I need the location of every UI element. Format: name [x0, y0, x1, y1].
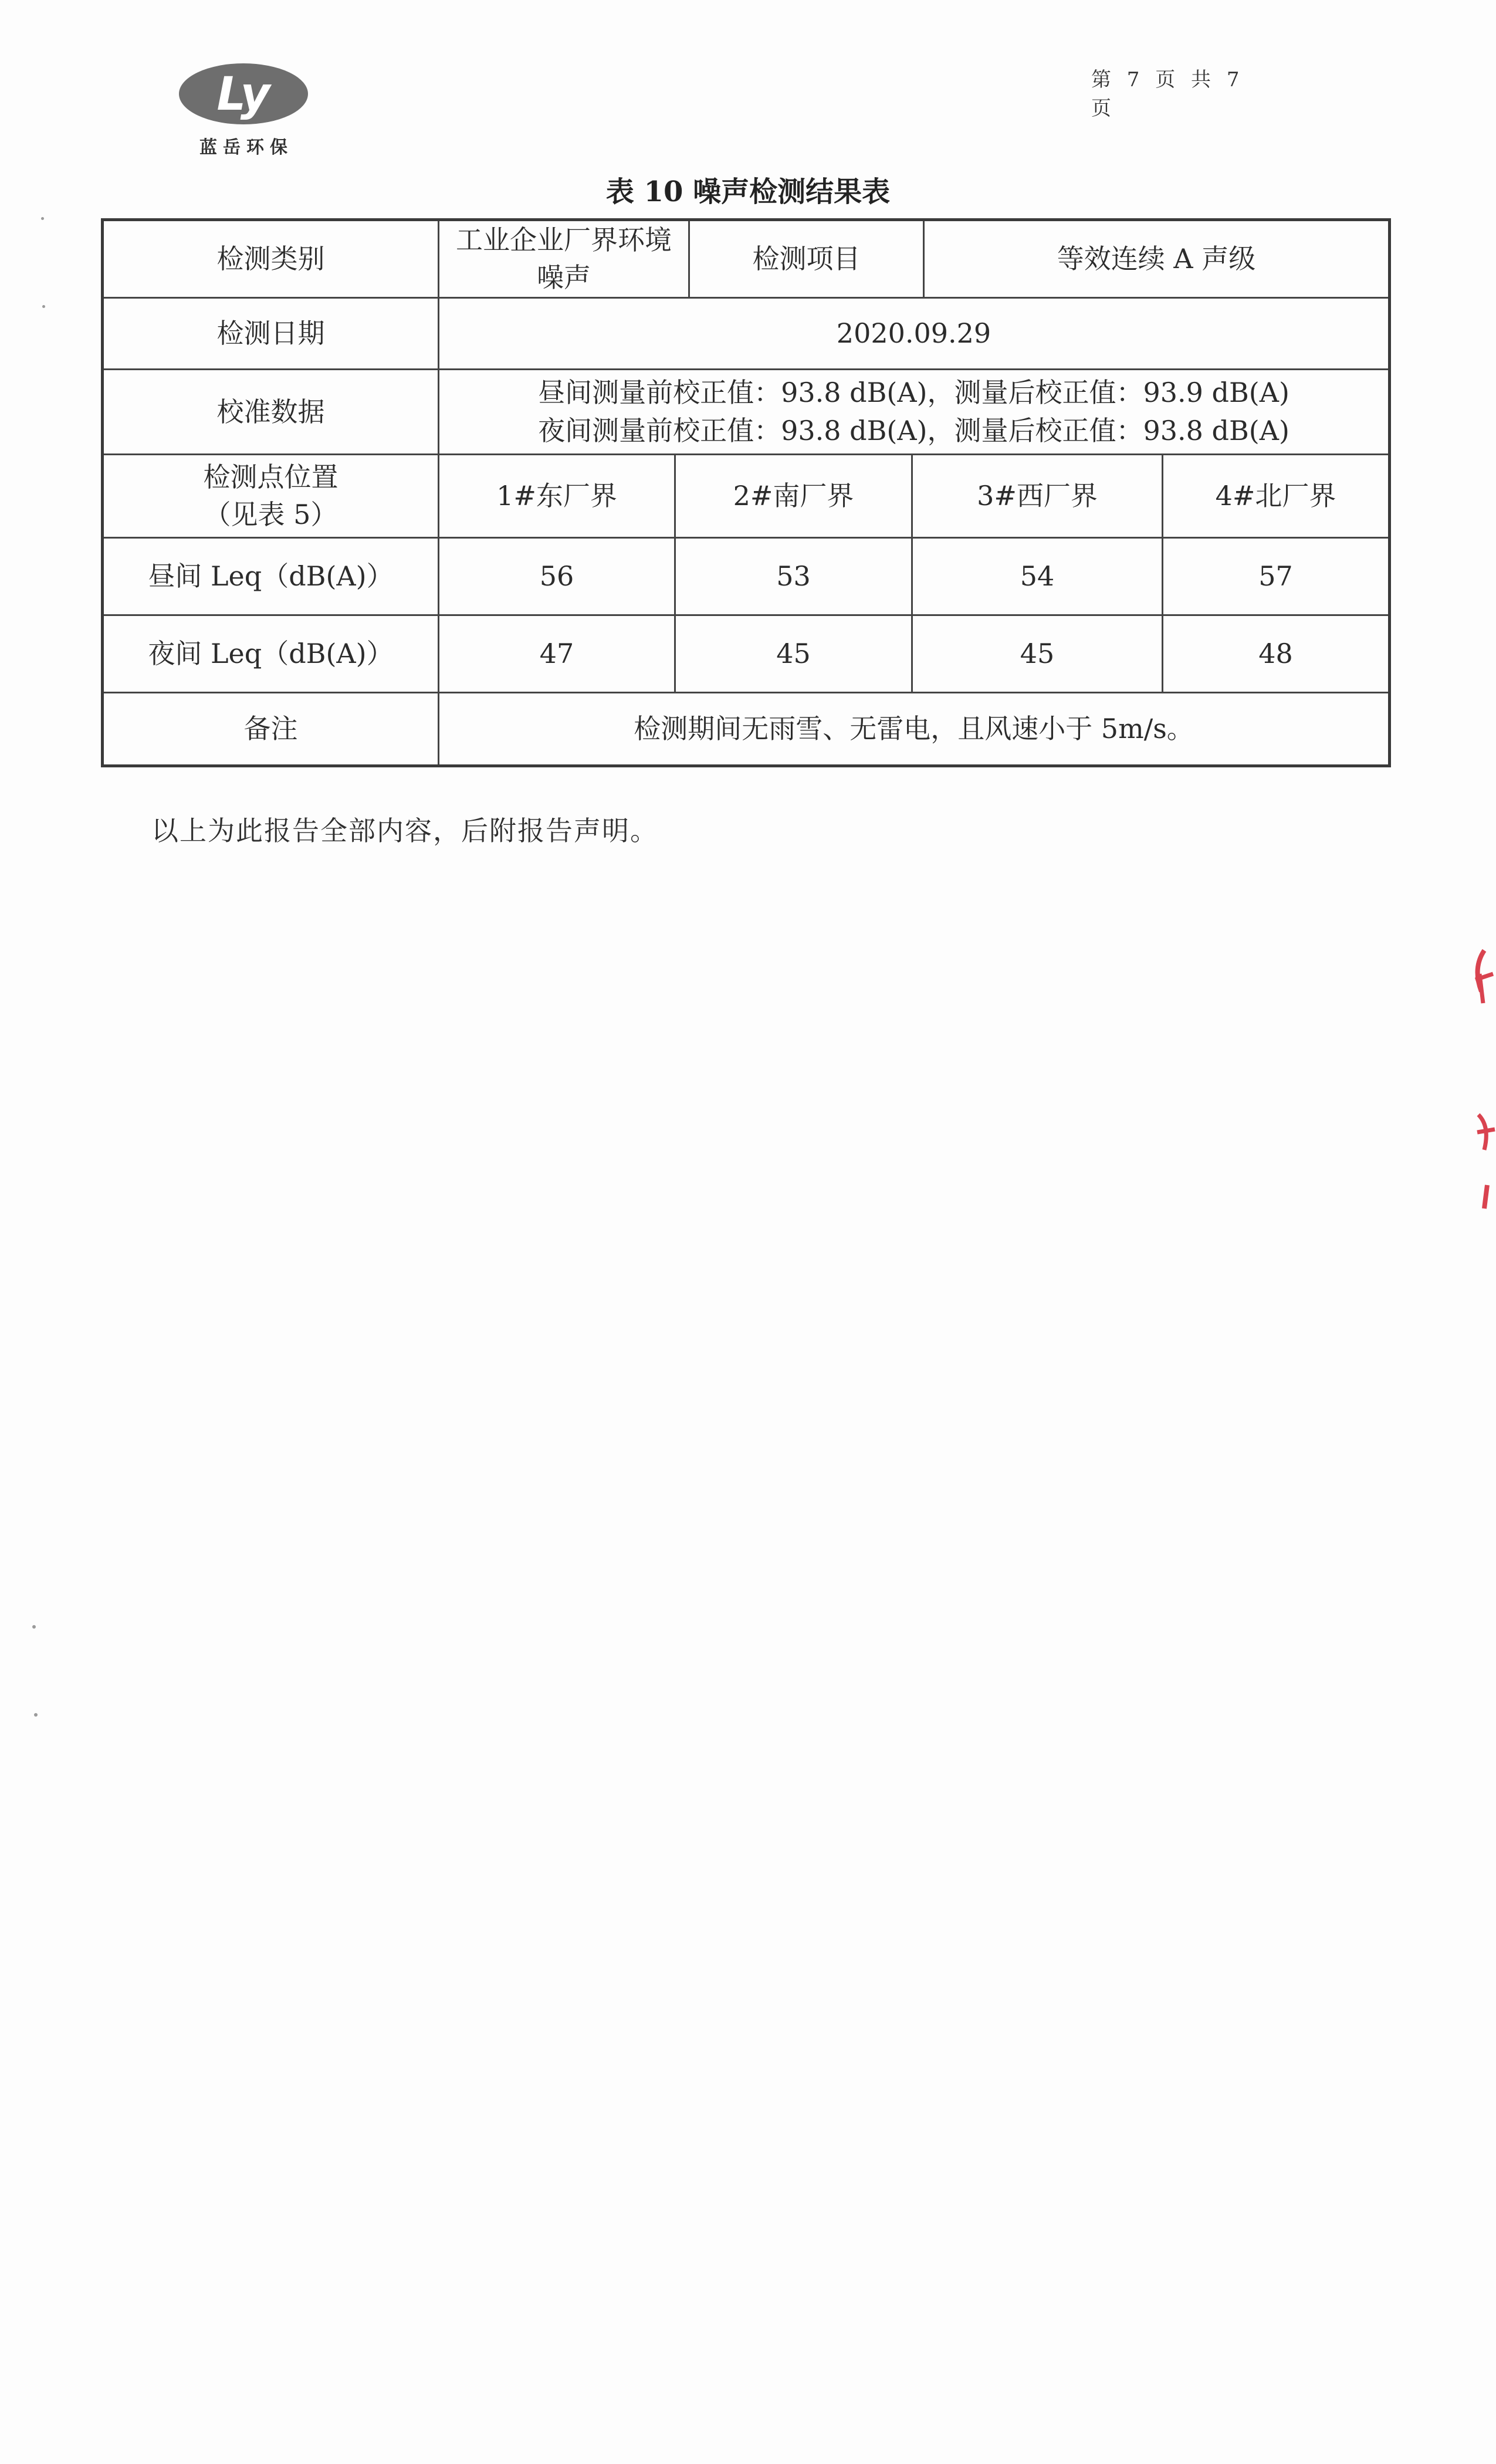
day-leq-label: 昼间 Leq（dB(A)） [103, 537, 439, 615]
calibration-value [439, 369, 1390, 454]
scan-speck [42, 305, 45, 308]
table-row [103, 220, 1390, 298]
day-value-east: 56 [439, 537, 675, 615]
night-value-south: 45 [675, 615, 912, 692]
table-row [103, 537, 1390, 615]
remarks-label: 备注 [103, 692, 439, 766]
night-value-west: 45 [912, 615, 1163, 692]
table-row [103, 615, 1390, 692]
footer-note: 以上为此报告全部内容，后附报告声明。 [151, 815, 658, 847]
table-title: 表 10 噪声检测结果表 [605, 175, 891, 208]
calibration-night: 夜间测量前校正值：93.8 dB(A)，测量后校正值：93.8 dB(A) [538, 414, 1289, 446]
point-west: 3#西厂界 [912, 454, 1163, 537]
date-label: 检测日期 [103, 297, 439, 369]
noise-results-table [101, 218, 1391, 767]
scan-speck [41, 217, 44, 220]
scan-speck [32, 1625, 36, 1629]
scan-speck [34, 1713, 38, 1717]
category-label: 检测类别 [103, 220, 439, 298]
position-label-line2: （见表 5） [204, 499, 338, 531]
logo-caption: 蓝岳环保 [199, 137, 293, 158]
calibration-label: 校准数据 [103, 369, 439, 454]
item-value: 等效连续 A 声级 [924, 220, 1390, 298]
seal-stamp-fragment [1449, 939, 1496, 1220]
page-number: 第 7 页 共 7 页 [1091, 68, 1244, 120]
night-leq-label: 夜间 Leq（dB(A)） [103, 615, 439, 692]
calibration-day: 昼间测量前校正值：93.8 dB(A)，测量后校正值：93.9 dB(A) [538, 377, 1289, 409]
remarks-value: 检测期间无雨雪、无雷电，且风速小于 5m/s。 [439, 692, 1390, 766]
night-value-north: 48 [1163, 615, 1390, 692]
point-north: 4#北厂界 [1163, 454, 1390, 537]
date-value: 2020.09.29 [439, 297, 1390, 369]
item-label: 检测项目 [689, 220, 924, 298]
point-east: 1#东厂界 [439, 454, 675, 537]
day-value-north: 57 [1163, 537, 1390, 615]
position-label-line1: 检测点位置 [203, 461, 339, 493]
category-value: 工业企业厂界环境噪声 [439, 220, 689, 298]
day-value-south: 53 [675, 537, 912, 615]
night-value-east: 47 [439, 615, 675, 692]
point-south: 2#南厂界 [675, 454, 912, 537]
logo-letters: Ly [216, 68, 270, 121]
table-row [103, 454, 1390, 537]
table-row [103, 692, 1390, 766]
day-value-west: 54 [912, 537, 1163, 615]
position-label [103, 454, 439, 537]
table-row [103, 369, 1390, 454]
table-row [103, 297, 1390, 369]
